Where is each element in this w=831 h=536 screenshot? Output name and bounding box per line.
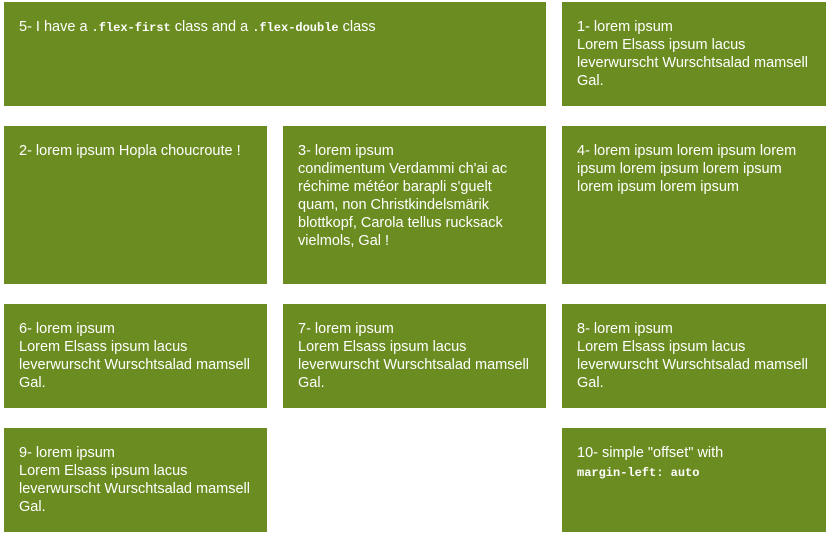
box-3-body: condimentum Verdammi ch'ai ac réchime météor barapli s'guelt quam, non Christkindelsmärik blottkopf, Carola tellus rucksack vielmols, Gal !	[298, 161, 508, 249]
flex-box-1	[562, 2, 826, 106]
flex-box-7	[283, 304, 546, 408]
box-2-text: 2- lorem ipsum Hopla choucroute !	[19, 143, 241, 159]
box-7-title: 7- lorem ipsum	[298, 321, 394, 337]
box-8-body: Lorem Elsass ipsum lacus leverwurscht Wurschtsalad mamsell Gal.	[577, 339, 808, 391]
flex-box-5	[4, 2, 546, 106]
flex-box-8	[562, 304, 826, 408]
margin-left-auto-code: margin-left: auto	[577, 466, 700, 480]
box-6-title: 6- lorem ipsum	[19, 321, 115, 337]
box-3-title: 3- lorem ipsum	[298, 143, 394, 159]
box-7-body: Lorem Elsass ipsum lacus leverwurscht Wurschtsalad mamsell Gal.	[298, 339, 529, 391]
flex-box-3	[283, 126, 546, 284]
box-5-text-post: class	[338, 19, 376, 35]
box-10-text: 10- simple "offset" with	[577, 445, 724, 461]
box-9-title: 9- lorem ipsum	[19, 445, 115, 461]
flex-box-2	[4, 126, 267, 284]
box-1-title: 1- lorem ipsum	[577, 19, 673, 35]
box-5-text-pre: 5- I have a	[19, 19, 92, 35]
flex-box-10	[562, 428, 826, 532]
box-4-text: 4- lorem ipsum lorem ipsum lorem ipsum lorem ipsum lorem ipsum lorem ipsum lorem ipsum	[577, 143, 797, 195]
box-9-body: Lorem Elsass ipsum lacus leverwurscht Wurschtsalad mamsell Gal.	[19, 463, 250, 515]
flex-first-class-code: .flex-first	[91, 21, 171, 35]
flex-box-9	[4, 428, 267, 532]
box-1-body: Lorem Elsass ipsum lacus leverwurscht Wurschtsalad mamsell Gal.	[577, 37, 808, 89]
box-5-text-mid: class and a	[170, 19, 253, 35]
flex-double-class-code: .flex-double	[252, 21, 339, 35]
box-8-title: 8- lorem ipsum	[577, 321, 673, 337]
flex-box-6	[4, 304, 267, 408]
flex-box-4	[562, 126, 826, 284]
box-6-body: Lorem Elsass ipsum lacus leverwurscht Wurschtsalad mamsell Gal.	[19, 339, 250, 391]
